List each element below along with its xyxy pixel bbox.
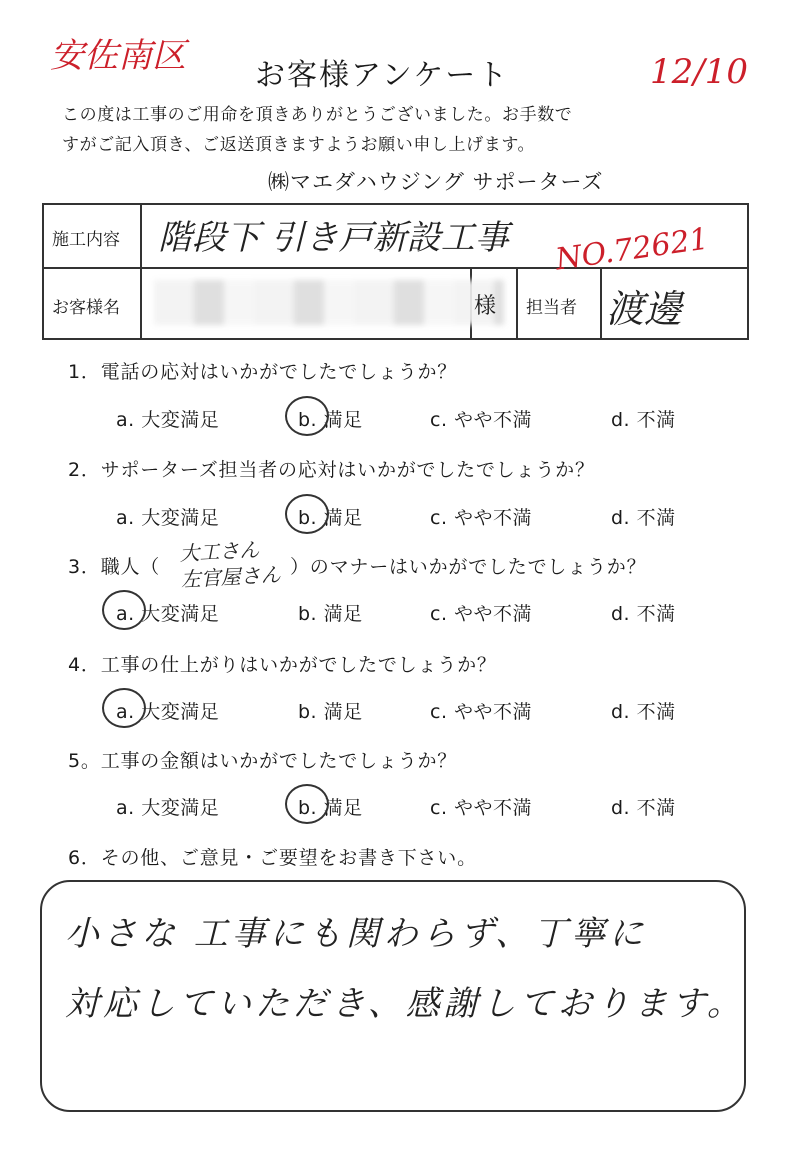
survey-title: お客様アンケート — [255, 58, 510, 93]
craftsman-note-line-1: 大工さん — [178, 537, 260, 566]
q5-selection-circle — [285, 784, 329, 824]
comment-line-2: 対応していただき、感謝しております。 — [65, 984, 745, 1024]
q2-option-c[interactable]: c. やや不満 — [430, 507, 533, 529]
work-handwritten-value: 階段下 引き戸新設工事 — [158, 218, 509, 258]
q4-option-d[interactable]: d. 不満 — [611, 701, 676, 723]
rep-handwritten-value: 渡邊 — [606, 287, 683, 331]
question-3-prefix: 3．職人（ — [68, 556, 161, 578]
q2-option-d[interactable]: d. 不満 — [611, 507, 676, 529]
question-6: 6．その他、ご意見・ご要望をお書き下さい。 — [68, 847, 477, 869]
company-name: ㈱マエダハウジング サポーターズ — [268, 170, 604, 194]
q3-option-c[interactable]: c. やや不満 — [430, 603, 533, 625]
question-5: 5。工事の金額はいかがでしたでしょうか？ — [68, 750, 458, 772]
q1-option-b[interactable]: b. 満足 — [298, 409, 363, 431]
comment-line-1: 小さな 工事にも関わらず、丁寧に — [65, 914, 648, 954]
order-number-handwritten: NO.72621 — [553, 221, 711, 278]
question-1: 1．電話の応対はいかがでしたでしょうか？ — [68, 361, 458, 383]
q2-selection-circle — [285, 494, 329, 534]
intro-text-line-2: すがご記入頂き、ご返送頂きますようお願い申し上げます。 — [62, 135, 536, 155]
craftsman-handwritten-note — [179, 535, 282, 592]
date-handwritten-note: 12/10 — [650, 52, 748, 92]
area-handwritten-note: 安佐南区 — [50, 36, 186, 76]
table-divider-vertical — [600, 267, 602, 338]
q2-option-a[interactable]: a. 大変満足 — [116, 507, 220, 529]
work-label: 施工内容 — [52, 230, 120, 250]
q3-option-d[interactable]: d. 不満 — [611, 603, 676, 625]
customer-name-redacted — [154, 280, 504, 325]
q4-selection-circle — [102, 688, 146, 728]
table-divider-vertical — [516, 267, 518, 338]
q4-option-a[interactable]: a. 大変満足 — [116, 701, 220, 723]
rep-label: 担当者 — [526, 298, 577, 318]
customer-label: お客様名 — [52, 298, 120, 318]
q1-option-d[interactable]: d. 不満 — [611, 409, 676, 431]
q2-option-b[interactable]: b. 満足 — [298, 507, 363, 529]
q1-option-a[interactable]: a. 大変満足 — [116, 409, 220, 431]
q1-option-c[interactable]: c. やや不満 — [430, 409, 533, 431]
q3-option-b[interactable]: b. 満足 — [298, 603, 363, 625]
q5-option-b[interactable]: b. 満足 — [298, 797, 363, 819]
q1-selection-circle — [285, 396, 329, 436]
q5-option-d[interactable]: d. 不満 — [611, 797, 676, 819]
craftsman-note-line-2: 左官屋さん — [180, 562, 282, 592]
q3-option-a[interactable]: a. 大変満足 — [116, 603, 220, 625]
question-4: 4．工事の仕上がりはいかがでしたでしょうか？ — [68, 654, 497, 676]
intro-text-line-1: この度は工事のご用命を頂きありがとうございました。お手数で — [62, 105, 573, 125]
question-3-suffix: ）のマナーはいかがでしたでしょうか？ — [290, 556, 647, 578]
honorific-label: 様 — [474, 294, 497, 319]
q5-option-a[interactable]: a. 大変満足 — [116, 797, 220, 819]
q3-selection-circle — [102, 590, 146, 630]
q4-option-c[interactable]: c. やや不満 — [430, 701, 533, 723]
q5-option-c[interactable]: c. やや不満 — [430, 797, 533, 819]
q4-option-b[interactable]: b. 満足 — [298, 701, 363, 723]
table-divider-horizontal — [44, 267, 747, 269]
question-2: 2．サポーターズ担当者の応対はいかがでしたでしょうか？ — [68, 459, 595, 481]
table-divider-vertical — [140, 205, 142, 338]
